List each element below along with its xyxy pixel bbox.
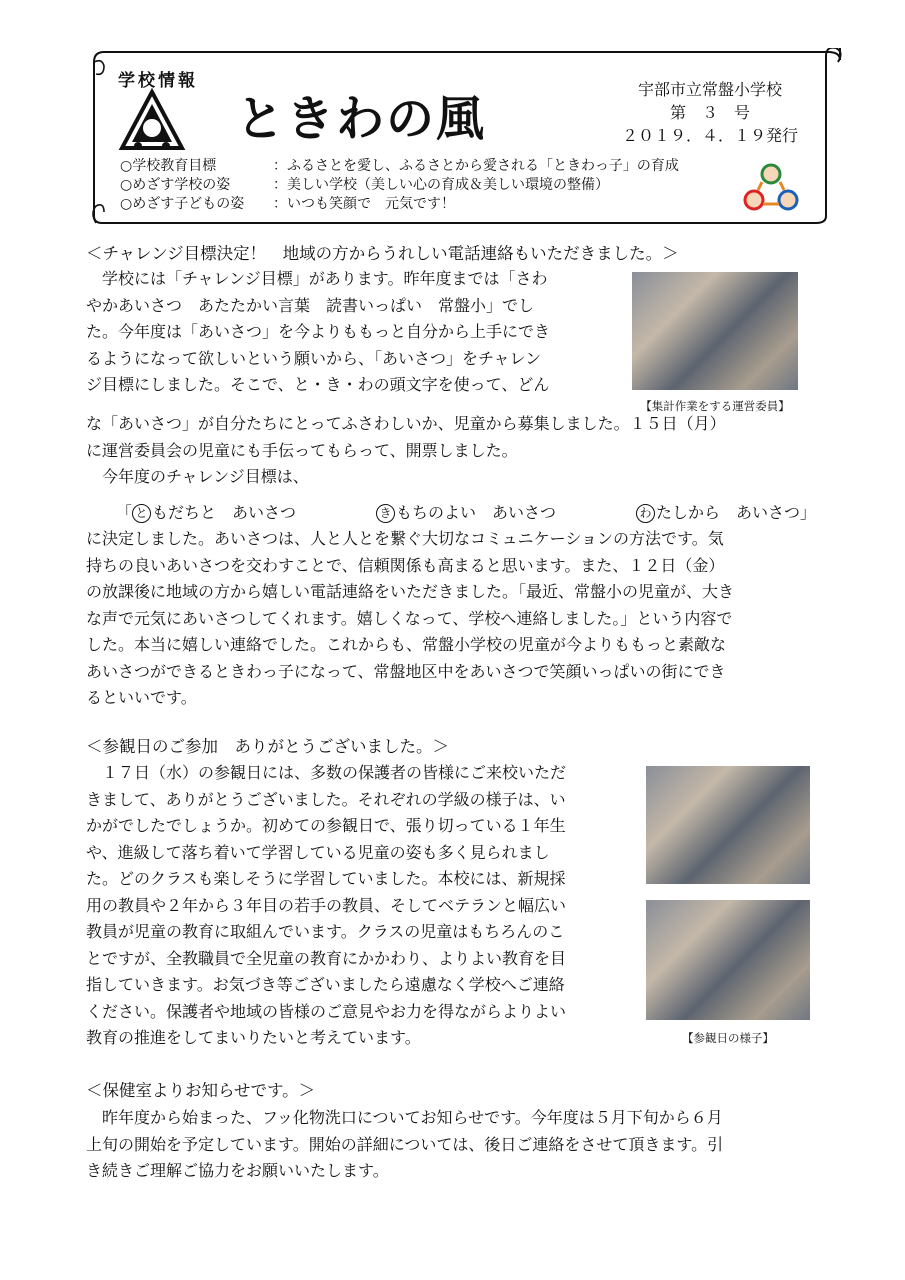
children-illustration [738, 160, 804, 216]
issue-number: 第 ３ 号 [669, 103, 750, 122]
issue-date: ２０１９．４．１９発行 [621, 126, 798, 145]
section2-body [86, 760, 636, 1052]
text-line: 指していきます。お気づき等ございましたら遠慮なく学校へご連絡 [86, 975, 565, 994]
goal-label: ○学校教育目標 [120, 158, 217, 174]
goal-text: ：いつも笑顔で 元気です！ [273, 196, 455, 212]
section1-body-wide [86, 411, 826, 491]
section-heading-open-day: ＜参観日のご参加 ありがとうございました。＞ [86, 737, 449, 756]
challenge-slogan [116, 500, 816, 523]
photo-caption: 【集計作業をする運営委員】 [640, 399, 790, 413]
text-line: 用の教員や２年から３年目の若手の教員、そしてベテランと幅広い [86, 895, 567, 915]
goal-text: ：美しい学校（美しい心の育成＆美しい環境の整備） [273, 177, 609, 193]
text-line: や、進級して落ち着いて学習している児童の姿も多く見られまし [86, 842, 550, 862]
text-line: た。どのクラスも楽しそうに学習していました。本校には、新規採 [86, 869, 566, 888]
text-line: き続きご理解ご協力をお願いいたします。 [86, 1161, 389, 1180]
text-line: た。今年度は「あいさつ」を今よりももっと自分から上手にでき [86, 322, 551, 341]
section-heading-challenge: ＜チャレンジ目標決定！ 地域の方からうれしい電話連絡もいただきました。＞ [86, 244, 679, 263]
goal-label: ○めざす学校の姿 [120, 177, 231, 193]
text-line: やかあいさつ あたたかい言葉 読書いっぱい 常盤小」でし [86, 295, 535, 315]
section1-body-after [86, 526, 826, 712]
text-line: 上旬の開始を予定しています。開始の詳細については、後日ご連絡をさせて頂きます。引 [86, 1134, 724, 1154]
circled-initial: き [376, 504, 395, 523]
series-label: 学校情報 [118, 71, 198, 91]
newsletter-title: ときわの風 [236, 91, 487, 147]
text-line: 持ちの良いあいさつを交わすことで、信頼関係も高まると思います。また、１２日（金） [86, 555, 725, 575]
text-line: るといいです。 [86, 688, 197, 707]
text-line: 昨年度から始まった、フッ化物洗口についてお知らせです。今年度は５月下旬から６月 [86, 1108, 723, 1127]
photo-caption: 【参観日の様子】 [682, 1031, 774, 1045]
slogan-item: わ たしから あいさつ」 [636, 500, 816, 523]
text-line: の放課後に地域の方から嬉しい電話連絡をいただきました。「最近、常盤小の児童が、大き [86, 582, 735, 601]
goal-row [120, 195, 679, 214]
photo-tally-work [632, 272, 798, 390]
slogan-item: 「 と もだちと あいさつ [116, 503, 297, 522]
text-line: 教育の推進をしてまいりたいと考えています。 [86, 1028, 421, 1047]
text-line: ください。保護者や地域の皆様のご意見やお力を得ながらよりよい [86, 1001, 567, 1021]
text-line: ジ目標にしました。そこで、と・き・わの頭文字を使って、どん [86, 375, 550, 394]
text-line: な声で元気にあいさつしてくれます。嬉しくなって、学校へ連絡しました。」という内容で [86, 608, 733, 628]
photo-classroom-2 [646, 900, 810, 1020]
section1-body-narrow [86, 266, 621, 399]
text-line: るようになって欲しいという願いから、「あいさつ」をチャレン [86, 348, 542, 368]
school-name: 宇部市立常盤小学校 [637, 80, 782, 99]
text-line: １７日（水）の参観日には、多数の保護者の皆様にご来校いただ [86, 763, 567, 782]
text-line: 今年度のチャレンジ目標は、 [86, 467, 309, 486]
text-line: な「あいさつ」が自分たちにとってふさわしいか、児童から募集しました。１５日（月） [86, 414, 726, 433]
section3-body [86, 1105, 826, 1185]
goal-row [120, 157, 679, 176]
text-line: に運営委員会の児童にも手伝ってもらって、開票しました。 [86, 440, 518, 460]
text-line: あいさつができるときわっ子になって、常盤地区中をあいさつで笑顔いっぱいの街にでき [86, 661, 726, 681]
photo-classroom-1 [646, 766, 810, 884]
school-logo [118, 88, 186, 152]
text-line: に決定しました。あいさつは、人と人とを繋ぐ大切なコミュニケーションの方法です。気 [86, 529, 724, 548]
text-line: きまして、ありがとうございました。それぞれの学級の様子は、い [86, 789, 566, 809]
circled-initial: わ [636, 504, 655, 523]
publication-info [610, 78, 810, 147]
text-line: かがでしたでしょうか。初めての参観日で、張り切っている１年生 [86, 816, 566, 835]
text-line: した。本当に嬉しい連絡でした。これからも、常盤小学校の児童が今よりももっと素敵な [86, 635, 727, 654]
slogan-item: き もちのよい あいさつ [376, 500, 556, 523]
circled-initial: と [132, 504, 151, 523]
section-heading-health-room: ＜保健室よりお知らせです。＞ [86, 1081, 316, 1100]
goal-text: ：ふるさとを愛し、ふるさとから愛される「ときわっ子」の育成 [273, 158, 679, 174]
school-goals [120, 157, 679, 214]
text-line: 学校には「チャレンジ目標」があります。昨年度までは「さわ [86, 269, 548, 288]
goal-label: ○めざす子どもの姿 [120, 196, 245, 212]
text-line: とですが、全教職員で全児童の教育にかかわり、よりよい教育を目 [86, 948, 567, 968]
text-line: 教員が児童の教育に取組んでいます。クラスの児童はもちろんのこ [86, 922, 565, 941]
goal-row [120, 176, 679, 195]
